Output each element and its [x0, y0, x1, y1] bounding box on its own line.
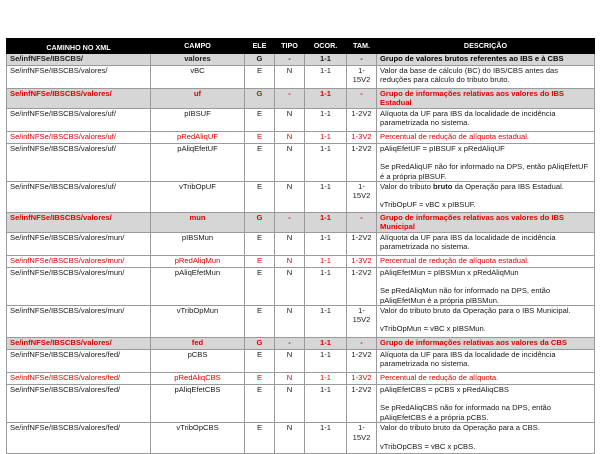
cell-campo: vBC: [151, 66, 245, 89]
cell-tipo: N: [275, 108, 305, 131]
desc-line: vTribOpUF = vBC x pIBSUF.: [380, 200, 476, 210]
desc-line: vTribOpMun = vBC x pIBSMun.: [380, 324, 486, 334]
cell-campo: pIBSUF: [151, 108, 245, 131]
table-row: [7, 182, 595, 213]
cell-descricao: [377, 89, 595, 109]
cell-tam: 1-2V2: [347, 143, 377, 181]
cell-tam: 1-15V2: [347, 182, 377, 213]
cell-ocor: 1-1: [305, 267, 347, 305]
cell-tam: 1-3V2: [347, 373, 377, 385]
group-row: [7, 89, 595, 109]
cell-path: Se/infNFSe/IBSCBS/valores/uf/: [7, 182, 151, 213]
cell-descricao: [377, 131, 595, 143]
cell-path: Se/infNFSe/IBSCBS/valores/mun/: [7, 255, 151, 267]
cell-tipo: N: [275, 143, 305, 181]
cell-tam: 1-2V2: [347, 232, 377, 255]
cell-tipo: -: [275, 89, 305, 109]
cell-descricao: [377, 373, 595, 385]
cell-campo: pRedAliqCBS: [151, 373, 245, 385]
cell-campo: pAliqEfetCBS: [151, 385, 245, 423]
cell-ele: G: [245, 338, 275, 350]
desc-line: Se pRedAliqMun não for informado na DPS, então pAliqEfetMun é a própria pIBSMun.: [380, 286, 551, 305]
cell-campo: vTribOpCBS: [151, 423, 245, 454]
cell-tipo: N: [275, 267, 305, 305]
cell-ocor: 1-1: [305, 423, 347, 454]
cell-tipo: -: [275, 213, 305, 233]
cell-ocor: 1-1: [305, 306, 347, 338]
header-campo: CAMPO: [151, 39, 245, 54]
cell-campo: pAliqEfetUF: [151, 143, 245, 181]
cell-ocor: 1-1: [305, 350, 347, 373]
cell-path: Se/infNFSe/IBSCBS/valores/fed/: [7, 423, 151, 454]
desc-line: Percentual de redução de alíquota estadual.: [380, 255, 530, 265]
cell-tipo: N: [275, 423, 305, 454]
table-row: [7, 267, 595, 305]
desc-line: Percentual de redução de alíquota estadual.: [380, 131, 530, 141]
cell-ele: E: [245, 385, 275, 423]
cell-tam: -: [347, 213, 377, 233]
cell-tam: -: [347, 338, 377, 350]
cell-ocor: 1-1: [305, 213, 347, 233]
cell-path: Se/infNFSe/IBSCBS/valores/mun/: [7, 267, 151, 305]
cell-descricao: [377, 108, 595, 131]
cell-descricao: [377, 423, 595, 454]
desc-line: pAliqEfetCBS = pCBS x pRedAliqCBS: [380, 385, 509, 395]
cell-ele: E: [245, 131, 275, 143]
spec-table: [6, 38, 595, 454]
header-ele: ELE: [245, 39, 275, 54]
cell-ele: E: [245, 232, 275, 255]
cell-tipo: N: [275, 182, 305, 213]
cell-tipo: -: [275, 338, 305, 350]
cell-campo: vTribOpMun: [151, 306, 245, 338]
cell-ele: G: [245, 54, 275, 66]
desc-line: Grupo de valores brutos referentes ao IBS e à CBS: [380, 54, 564, 63]
table-row: [7, 350, 595, 373]
cell-ele: E: [245, 255, 275, 267]
cell-path: Se/infNFSe/IBSCBS/valores/: [7, 338, 151, 350]
desc-line: Alíquota da UF para IBS da localidade de incidência parametrizada no sistema.: [380, 108, 556, 128]
cell-campo: mun: [151, 213, 245, 233]
desc-line: Alíquota da UF para IBS da localidade de incidência parametrizada no sistema.: [380, 350, 556, 369]
cell-ele: E: [245, 66, 275, 89]
cell-ele: G: [245, 89, 275, 109]
cell-path: Se/infNFSe/IBSCBS/valores/: [7, 66, 151, 89]
group-row: [7, 54, 595, 66]
cell-campo: uf: [151, 89, 245, 109]
cell-ele: E: [245, 143, 275, 181]
cell-tipo: N: [275, 350, 305, 373]
cell-campo: pRedAliqMun: [151, 255, 245, 267]
cell-path: Se/infNFSe/IBSCBS/valores/uf/: [7, 143, 151, 181]
header-tipo: TIPO: [275, 39, 305, 54]
desc-line: Valor da base de cálculo (BC) do IBS/CBS antes das reduções para cálculo do tributo bruto.: [380, 66, 558, 85]
cell-path: Se/infNFSe/IBSCBS/valores/fed/: [7, 373, 151, 385]
cell-campo: pIBSMun: [151, 232, 245, 255]
cell-tipo: N: [275, 66, 305, 89]
table-row: [7, 306, 595, 338]
cell-ocor: 1-1: [305, 89, 347, 109]
cell-path: Se/infNFSe/IBSCBS/valores/mun/: [7, 306, 151, 338]
cell-tipo: N: [275, 255, 305, 267]
cell-descricao: [377, 232, 595, 255]
table-row: [7, 385, 595, 423]
desc-line: vTribOpCBS = vBC x pCBS.: [380, 441, 476, 451]
cell-ele: E: [245, 423, 275, 454]
group-row: [7, 338, 595, 350]
cell-campo: valores: [151, 54, 245, 66]
desc-line: pAliqEfetUF = pIBSUF x pRedAliqUF: [380, 143, 505, 153]
cell-descricao: [377, 267, 595, 305]
table-row: [7, 131, 595, 143]
table-row: [7, 255, 595, 267]
cell-descricao: [377, 255, 595, 267]
cell-tam: -: [347, 89, 377, 109]
cell-path: Se/infNFSe/IBSCBS/valores/fed/: [7, 350, 151, 373]
cell-tipo: N: [275, 373, 305, 385]
cell-path: Se/infNFSe/IBSCBS/: [7, 54, 151, 66]
cell-ocor: 1-1: [305, 143, 347, 181]
cell-ele: E: [245, 306, 275, 338]
cell-ocor: 1-1: [305, 66, 347, 89]
desc-line: Alíquota da UF para IBS da localidade de incidência parametrizada no sistema.: [380, 232, 556, 252]
cell-tipo: -: [275, 54, 305, 66]
desc-line: Grupo de informações relativas aos valores do IBS Municipal: [380, 213, 565, 232]
cell-ocor: 1-1: [305, 182, 347, 213]
cell-descricao: [377, 338, 595, 350]
cell-campo: pAliqEfetMun: [151, 267, 245, 305]
cell-campo: pRedAliqUF: [151, 131, 245, 143]
header-tam: TAM.: [347, 39, 377, 54]
cell-ocor: 1-1: [305, 255, 347, 267]
cell-path: Se/infNFSe/IBSCBS/valores/: [7, 213, 151, 233]
header-ocor: OCOR.: [305, 39, 347, 54]
cell-ele: G: [245, 213, 275, 233]
desc-bold: bruto: [433, 182, 453, 192]
cell-path: Se/infNFSe/IBSCBS/valores/: [7, 89, 151, 109]
desc-line: Grupo de informações relativas aos valores da CBS: [380, 338, 567, 348]
cell-descricao: [377, 66, 595, 89]
cell-descricao: [377, 213, 595, 233]
cell-ocor: 1-1: [305, 54, 347, 66]
table-row: [7, 232, 595, 255]
header-path: CAMINHO NO XML: [7, 39, 151, 54]
header-descricao: DESCRIÇÃO: [377, 39, 595, 54]
desc-line: Valor do tributo bruto da Operação para IBS Estadual.: [380, 182, 564, 192]
cell-ocor: 1-1: [305, 338, 347, 350]
table-row: [7, 108, 595, 131]
table-body: [7, 54, 595, 454]
header-row: [7, 39, 595, 54]
cell-descricao: [377, 182, 595, 213]
desc-line: Grupo de informações relativas aos valores do IBS Estadual: [380, 89, 565, 108]
desc-line: pAliqEfetMun = pIBSMun x pRedAliqMun: [380, 267, 519, 277]
cell-descricao: [377, 385, 595, 423]
cell-tipo: N: [275, 232, 305, 255]
cell-descricao: [377, 143, 595, 181]
desc-line: Se pRedAliqUF não for informado na DPS, então pAliqEfetUF é a própria pIBSUF.: [380, 162, 589, 181]
cell-tipo: N: [275, 131, 305, 143]
cell-tam: 1-3V2: [347, 131, 377, 143]
cell-tipo: N: [275, 385, 305, 423]
desc-line: Percentual de redução de alíquota.: [380, 373, 499, 383]
cell-ocor: 1-1: [305, 232, 347, 255]
table-row: [7, 143, 595, 181]
cell-ele: E: [245, 350, 275, 373]
cell-tam: 1-2V2: [347, 385, 377, 423]
cell-path: Se/infNFSe/IBSCBS/valores/mun/: [7, 232, 151, 255]
cell-campo: fed: [151, 338, 245, 350]
cell-tam: 1-2V2: [347, 267, 377, 305]
cell-tipo: N: [275, 306, 305, 338]
cell-tam: 1-2V2: [347, 350, 377, 373]
cell-campo: pCBS: [151, 350, 245, 373]
cell-ocor: 1-1: [305, 385, 347, 423]
cell-ocor: 1-1: [305, 108, 347, 131]
cell-ele: E: [245, 108, 275, 131]
cell-path: Se/infNFSe/IBSCBS/valores/uf/: [7, 131, 151, 143]
cell-descricao: [377, 306, 595, 338]
cell-path: Se/infNFSe/IBSCBS/valores/fed/: [7, 385, 151, 423]
table-row: [7, 423, 595, 454]
cell-tam: 1-2V2: [347, 108, 377, 131]
cell-tam: 1-15V2: [347, 423, 377, 454]
cell-ocor: 1-1: [305, 131, 347, 143]
cell-ele: E: [245, 373, 275, 385]
cell-descricao: [377, 54, 595, 66]
cell-descricao: [377, 350, 595, 373]
cell-ocor: 1-1: [305, 373, 347, 385]
cell-path: Se/infNFSe/IBSCBS/valores/uf/: [7, 108, 151, 131]
desc-line: Valor do tributo bruto da Operação para o IBS Municipal.: [380, 306, 571, 316]
desc-line: Valor do tributo bruto da Operação para a CBS.: [380, 423, 540, 433]
table-row: [7, 373, 595, 385]
desc-line: Se pRedAliqCBS não for informado na DPS, então pAliqEfetCBS é a própria pCBS.: [380, 403, 551, 422]
cell-ele: E: [245, 267, 275, 305]
cell-tam: 1-3V2: [347, 255, 377, 267]
cell-tam: 1-15V2: [347, 306, 377, 338]
cell-tam: 1-15V2: [347, 66, 377, 89]
table-row: [7, 66, 595, 89]
cell-ele: E: [245, 182, 275, 213]
group-row: [7, 213, 595, 233]
cell-tam: -: [347, 54, 377, 66]
cell-campo: vTribOpUF: [151, 182, 245, 213]
